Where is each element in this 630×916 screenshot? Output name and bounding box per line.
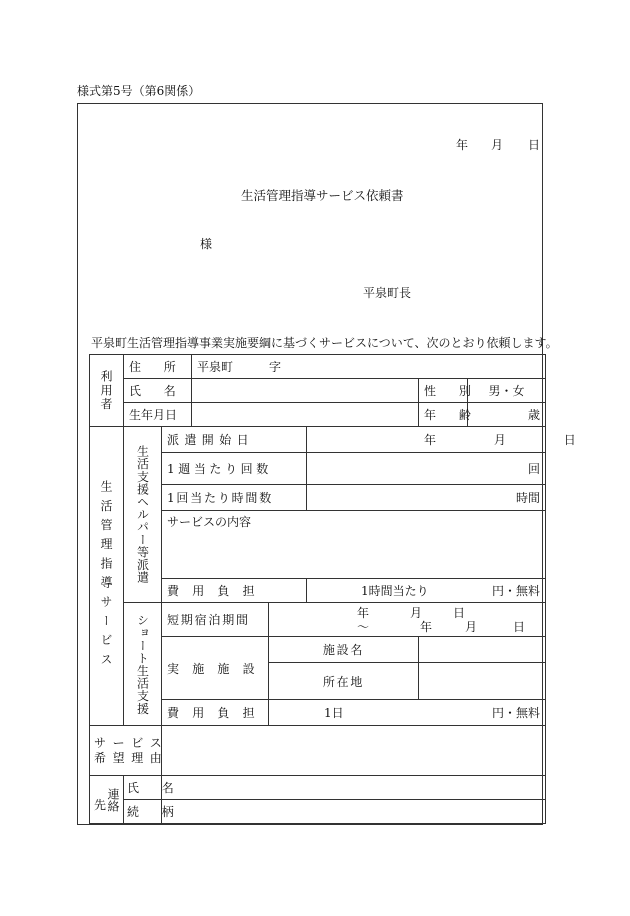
stay-to-month: 月 <box>465 619 478 634</box>
contact-section-label <box>90 776 124 824</box>
issuer-name: 平泉町長 <box>363 286 412 300</box>
addressee-suffix: 様 <box>200 237 213 251</box>
facility-name-field[interactable] <box>419 637 546 663</box>
short-stay-to <box>274 620 540 634</box>
reason-field[interactable] <box>162 726 546 776</box>
contact-relation-label: 続 柄 <box>124 800 162 824</box>
reason-label-line2: 希望理由 <box>94 750 169 765</box>
reason-label <box>90 726 169 776</box>
helper-cost-field[interactable] <box>307 579 546 603</box>
hours-per-visit-field[interactable]: 時間 <box>307 485 546 511</box>
birthdate-field[interactable] <box>192 403 419 427</box>
short-cost-suffix: 円・無料 <box>492 706 541 720</box>
short-stay-section-label: ショート生活支援 <box>124 603 162 726</box>
facility-label: 実施施設 <box>162 637 269 700</box>
helper-cost-unit: 1時間当たり <box>361 584 429 598</box>
age-field[interactable]: 歳 <box>468 403 546 427</box>
intro-text: 平泉町生活管理指導事業実施要綱に基づくサービスについて、次のとおり依頼します。 <box>91 336 558 350</box>
helper-cost-label: 費用負担 <box>162 579 307 603</box>
weekly-count-field[interactable]: 回 <box>307 453 546 485</box>
contact-section-a: 連絡 <box>106 787 120 812</box>
hours-per-visit-label: 1回当たり時間数 <box>162 485 307 511</box>
stay-to-year: 年 <box>420 619 433 634</box>
gender-label: 性 別 <box>419 379 468 403</box>
stay-from-day: 日 <box>453 605 466 620</box>
short-stay-from <box>274 606 540 620</box>
short-cost-unit: 1日 <box>324 706 344 720</box>
date-year: 年 <box>456 138 469 152</box>
stay-from-month: 月 <box>410 605 423 620</box>
address-label: 住 所 <box>124 355 192 379</box>
service-section-label: 生活管理指導サービス <box>90 427 124 726</box>
helper-cost-suffix: 円・無料 <box>492 584 541 598</box>
reason-label-line1: サービス <box>94 735 169 750</box>
short-cost-label: 費用負担 <box>162 700 269 726</box>
request-table <box>89 354 576 824</box>
facility-location-field[interactable] <box>419 663 546 700</box>
name-field[interactable] <box>192 379 419 403</box>
short-stay-period-field[interactable] <box>269 603 546 637</box>
stay-tilde: ～ <box>357 619 370 634</box>
contact-name-label: 氏 名 <box>124 776 162 800</box>
stay-from-year: 年 <box>357 605 370 620</box>
stay-to-day: 日 <box>513 619 526 634</box>
helper-section-label: 生活支援ヘルパー等派遣 <box>124 427 162 603</box>
birthdate-label: 生年月日 <box>124 403 192 427</box>
facility-location-label: 所在地 <box>269 663 419 700</box>
date-day: 日 <box>528 138 541 152</box>
form-number: 様式第5号（第6関係） <box>77 84 201 98</box>
page-title: 生活管理指導サービス依頼書 <box>241 188 404 203</box>
start-date-field[interactable] <box>307 427 576 453</box>
start-date-month: 月 <box>493 433 506 447</box>
user-section-label: 利用者 <box>90 355 124 427</box>
short-stay-period-label: 短期宿泊期間 <box>162 603 269 637</box>
short-cost-field[interactable] <box>269 700 546 726</box>
name-label: 氏 名 <box>124 379 192 403</box>
service-content-label: サービスの内容 <box>167 515 252 529</box>
start-date-day: 日 <box>563 433 576 447</box>
date-month: 月 <box>491 138 504 152</box>
contact-relation-field[interactable] <box>162 800 546 824</box>
contact-section-b: 先 <box>93 798 106 812</box>
service-content-field[interactable] <box>162 511 546 579</box>
contact-name-field[interactable] <box>162 776 546 800</box>
weekly-count-label: 1週当たり回数 <box>162 453 307 485</box>
start-date-label: 派遣開始日 <box>162 427 307 453</box>
start-date-year: 年 <box>424 433 437 447</box>
age-label: 年 齢 <box>419 403 468 427</box>
address-field[interactable]: 平泉町 字 <box>192 355 546 379</box>
facility-name-label: 施設名 <box>269 637 419 663</box>
gender-field[interactable]: 男・女 <box>468 379 546 403</box>
